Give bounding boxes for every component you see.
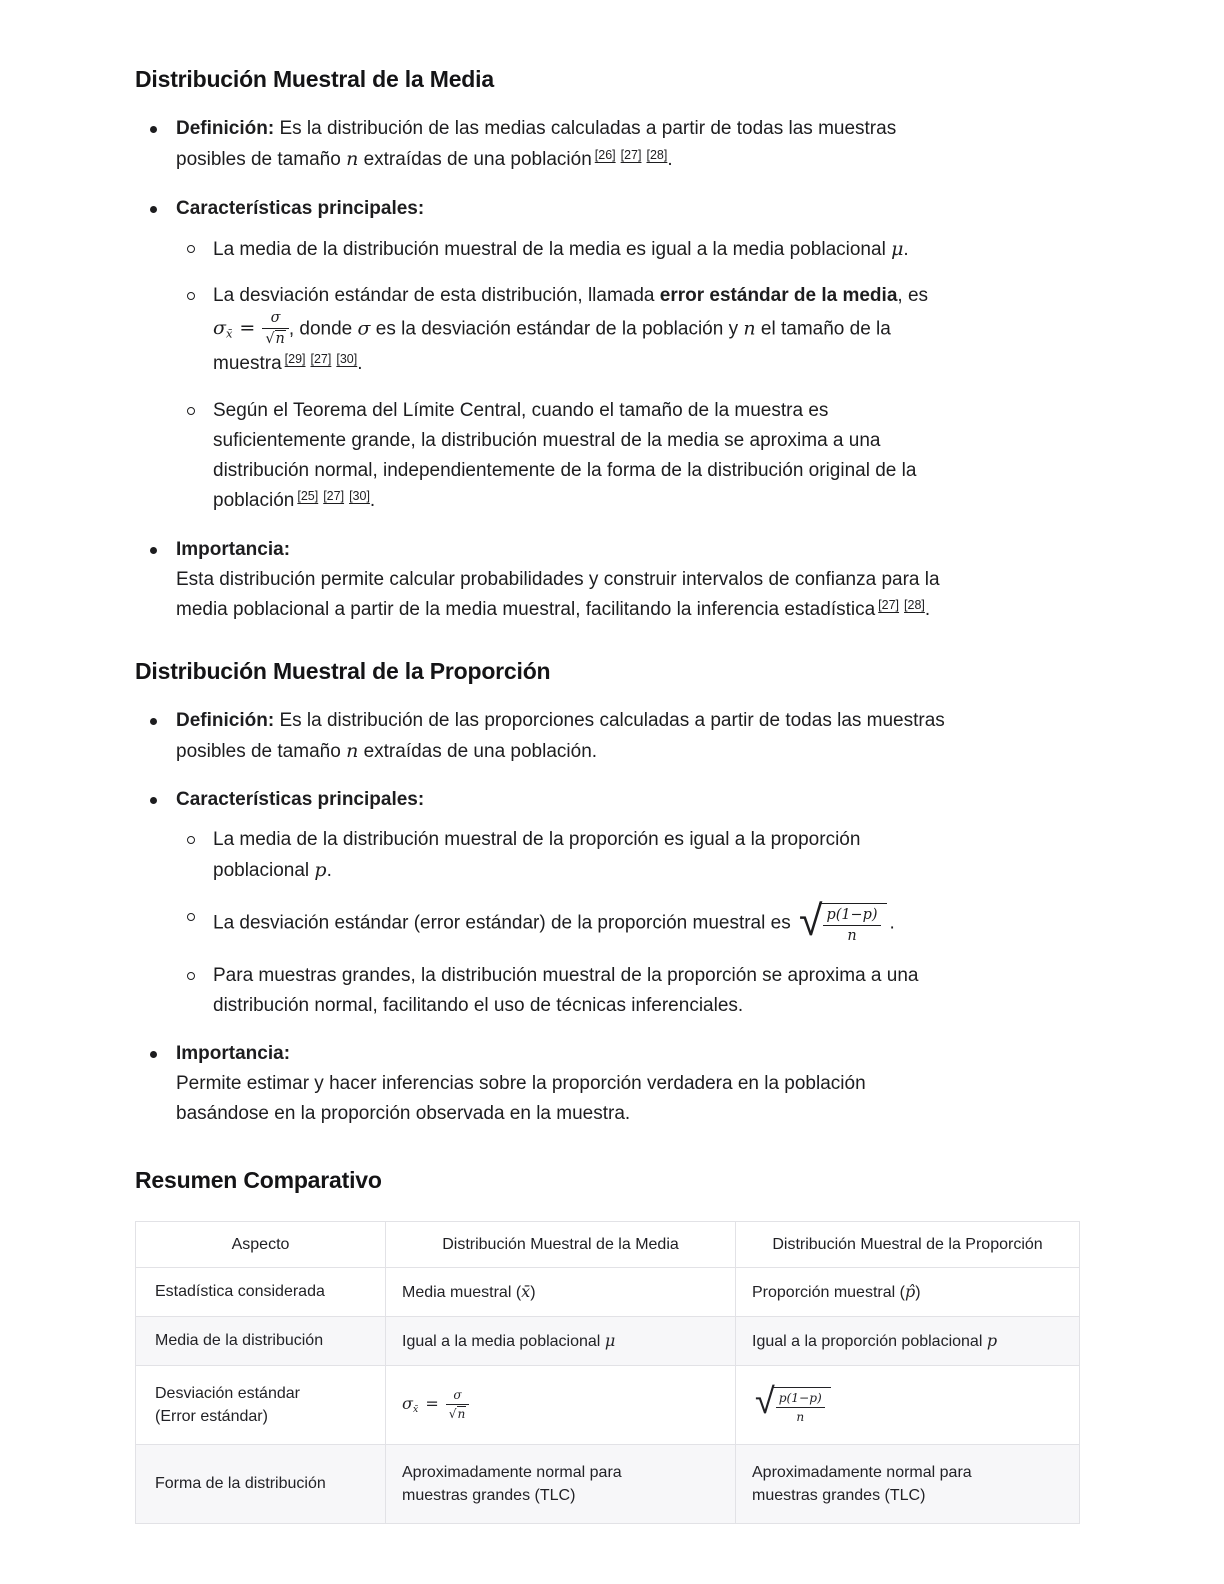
text-run: basándose en la proporción observada en la muestra. xyxy=(176,1102,631,1124)
text-run: muestra xyxy=(213,352,282,374)
text-run: es la desviación estándar de la población y xyxy=(370,318,744,340)
table-row xyxy=(136,1365,1080,1444)
text-run: distribución normal, facilitando el uso de técnicas inferenciales. xyxy=(213,994,744,1016)
text-run: Media muestral ( xyxy=(402,1283,522,1301)
text-run: poblacional xyxy=(213,859,315,881)
bullet-importance xyxy=(135,1039,1055,1129)
text-run: extraídas de una población xyxy=(358,149,592,170)
cell-proporcion-muestral xyxy=(736,1267,1080,1316)
comparison-table-wrap xyxy=(135,1221,1090,1524)
math-radicand xyxy=(772,1387,831,1424)
section-proportion xyxy=(135,656,1090,1129)
citation-link[interactable]: [27] xyxy=(310,351,332,366)
text-run: . xyxy=(889,912,895,934)
text-run: suficientemente grande, la distribución muestral de la media se aproxima a una xyxy=(213,429,881,451)
text-run: La media de la distribución muestral de la media es igual a la media poblacional xyxy=(213,239,892,260)
text-run: población xyxy=(213,489,295,511)
radical-icon: √ xyxy=(448,1406,457,1421)
column-header-aspecto: Aspecto xyxy=(136,1221,386,1267)
text-run: , donde xyxy=(288,318,358,340)
section-summary xyxy=(135,1165,1090,1524)
bullet-list-mean xyxy=(135,114,1055,626)
text-run: Proporción muestral ( xyxy=(752,1283,905,1301)
text-run: Según el Teorema del Límite Central, cuando el tamaño de la muestra es xyxy=(213,399,829,421)
math-fraction xyxy=(823,908,880,945)
characteristics-label: Características principales: xyxy=(176,788,425,810)
citation-link[interactable]: [26] xyxy=(594,148,616,162)
math-n: n xyxy=(823,925,880,944)
sub-list-proportion xyxy=(176,825,1055,1021)
citation-link[interactable]: [30] xyxy=(349,488,370,503)
math-sigma: σ xyxy=(453,1387,462,1402)
section-mean xyxy=(135,64,1090,626)
text-run: posibles de tamaño xyxy=(176,149,347,170)
math-sigma: σ xyxy=(270,310,281,326)
math-equals: = xyxy=(425,1393,439,1413)
text-run: , es xyxy=(897,285,929,306)
citation-link[interactable]: [27] xyxy=(323,488,345,503)
sub-bullet-proportion-std-error xyxy=(176,895,1055,946)
math-mu: μ xyxy=(891,238,904,260)
text-run: ) xyxy=(530,1283,536,1301)
math-n: n xyxy=(776,1407,825,1424)
math-n: n xyxy=(346,739,359,762)
radical-icon: √ xyxy=(755,1380,775,1422)
math-n: n xyxy=(275,331,285,348)
text-run: Es la distribución de las proporciones calculadas a partir de todas las muestras xyxy=(274,709,945,731)
text-run: el tamaño de la xyxy=(755,318,891,340)
sub-list-mean xyxy=(176,234,1055,517)
comparison-table xyxy=(135,1221,1080,1524)
radical-icon: √ xyxy=(265,331,275,348)
math-n: n xyxy=(457,1406,466,1421)
text-run: (Error estándar) xyxy=(155,1407,268,1425)
bullet-characteristics xyxy=(135,785,1055,1021)
text-run: La desviación estándar (error estándar) de la proporción muestral es xyxy=(213,912,796,934)
text-run: Igual a la proporción poblacional xyxy=(752,1332,987,1350)
cell-estadistica-label: Estadística considerada xyxy=(136,1267,386,1316)
formula-std-error-proportion xyxy=(798,895,887,946)
text-run: extraídas de una población. xyxy=(358,740,598,762)
math-radicand xyxy=(819,903,886,945)
cell-igual-proporcion xyxy=(736,1316,1080,1365)
cell-media-label: Media de la distribución xyxy=(136,1316,386,1365)
text-run: . xyxy=(357,352,363,374)
citation-link[interactable]: [25] xyxy=(297,488,319,503)
citation-link[interactable]: [27] xyxy=(878,597,900,612)
cell-desviacion-label xyxy=(136,1365,386,1444)
text-run: Igual a la media poblacional xyxy=(402,1332,605,1350)
sub-bullet-standard-error xyxy=(176,281,1055,380)
table-header-row xyxy=(136,1221,1080,1267)
bullet-definition xyxy=(135,706,1055,767)
bullet-list-proportion xyxy=(135,706,1055,1129)
math-sigma: σ xyxy=(402,1393,413,1413)
text-run: . xyxy=(369,489,376,511)
math-phat: p̂ xyxy=(904,1281,916,1301)
math-p-num: p(1−p) xyxy=(778,1390,822,1405)
formula-std-error-proportion xyxy=(755,1380,831,1424)
bullet-importance xyxy=(135,535,1055,626)
text-run: Es la distribución de las medias calculadas a partir de todas las muestras xyxy=(274,118,897,139)
bullet-characteristics xyxy=(135,194,1055,517)
math-fraction xyxy=(776,1392,825,1424)
sub-bullet-proportion-mean xyxy=(176,825,1055,886)
math-xbar: x̄ xyxy=(521,1281,531,1301)
math-xbar-sub: x̄ xyxy=(225,326,233,341)
section-title-proportion: Distribución Muestral de la Proporción xyxy=(135,657,551,684)
table-row xyxy=(136,1267,1080,1316)
column-header-proporcion: Distribución Muestral de la Proporción xyxy=(736,1221,1080,1267)
text-run: posibles de tamaño xyxy=(176,740,347,762)
citation-link[interactable]: [28] xyxy=(646,148,668,162)
importance-label: Importancia: xyxy=(176,1042,291,1064)
section-title-mean: Distribución Muestral de la Media xyxy=(135,66,494,92)
definition-label: Definición: xyxy=(176,118,275,139)
citation-link[interactable]: [27] xyxy=(620,148,642,162)
bullet-definition xyxy=(135,114,1055,176)
text-run: Esta distribución permite calcular probabilidades y construir intervalos de confianza para la xyxy=(176,568,940,590)
cell-forma-proporcion xyxy=(736,1444,1080,1523)
text-run: Aproximadamente normal para xyxy=(402,1463,622,1481)
math-p: p xyxy=(986,1330,998,1350)
table-row xyxy=(136,1444,1080,1523)
text-run: La desviación estándar de esta distribución, llamada xyxy=(213,285,660,306)
formula-std-error-mean xyxy=(213,310,289,348)
text-run: . xyxy=(903,239,909,260)
math-sqrt-n xyxy=(449,1406,467,1421)
formula-std-error-mean xyxy=(402,1387,469,1421)
text-run: Desviación estándar xyxy=(155,1384,300,1402)
text-run: Aproximadamente normal para xyxy=(752,1463,972,1481)
math-fraction xyxy=(262,311,289,348)
characteristics-label: Características principales: xyxy=(176,198,425,219)
radical-icon: √ xyxy=(798,895,823,946)
importance-label: Importancia: xyxy=(176,538,291,560)
math-denominator xyxy=(262,328,289,347)
table-row xyxy=(136,1316,1080,1365)
math-mu: μ xyxy=(604,1330,616,1350)
sub-bullet-central-limit xyxy=(176,396,1055,517)
text-run: Permite estimar y hacer inferencias sobre la proporción verdadera en la población xyxy=(176,1072,866,1094)
math-sigma: σ xyxy=(213,317,226,340)
math-fraction xyxy=(446,1389,470,1421)
math-p-num: p(1−p) xyxy=(826,906,878,923)
cell-forma-label: Forma de la distribución xyxy=(136,1444,386,1523)
text-run: muestras grandes (TLC) xyxy=(402,1486,576,1504)
cell-formula-proporcion xyxy=(736,1365,1080,1444)
text-run: . xyxy=(924,598,931,620)
text-run: muestras grandes (TLC) xyxy=(752,1486,926,1504)
math-xbar-sub: x̄ xyxy=(412,1403,419,1415)
math-denominator xyxy=(446,1404,470,1421)
column-header-media: Distribución Muestral de la Media xyxy=(386,1221,736,1267)
cell-forma-media xyxy=(386,1444,736,1523)
text-run: ) xyxy=(915,1283,921,1301)
text-run: La media de la distribución muestral de la proporción es igual a la proporción xyxy=(213,828,861,850)
text-run: Para muestras grandes, la distribución muestral de la proporción se aproxima a una xyxy=(213,964,919,986)
math-equals: = xyxy=(239,317,256,340)
bold-error-estandar: error estándar de la media xyxy=(659,285,898,306)
sub-bullet-mean-equals-mu xyxy=(176,234,1055,265)
text-run: . xyxy=(326,859,332,881)
citation-link[interactable]: [28] xyxy=(904,597,925,612)
cell-media-muestral xyxy=(386,1267,736,1316)
sub-bullet-proportion-normal xyxy=(176,961,1055,1021)
math-n: n xyxy=(346,148,359,170)
definition-label: Definición: xyxy=(176,709,275,731)
citation-link[interactable]: [29] xyxy=(284,351,306,366)
text-run: distribución normal, independientemente de la forma de la distribución original de la xyxy=(213,459,917,481)
math-n: n xyxy=(743,317,756,340)
section-title-summary: Resumen Comparativo xyxy=(135,1166,382,1193)
math-sqrt-n xyxy=(265,330,286,347)
math-sigma: σ xyxy=(357,317,371,340)
math-p: p xyxy=(314,858,327,881)
text-run: media poblacional a partir de la media muestral, facilitando la inferencia estadística xyxy=(176,598,876,620)
cell-formula-media xyxy=(386,1365,736,1444)
cell-igual-media xyxy=(386,1316,736,1365)
text-run: . xyxy=(667,149,673,170)
citation-link[interactable]: [30] xyxy=(336,351,358,366)
